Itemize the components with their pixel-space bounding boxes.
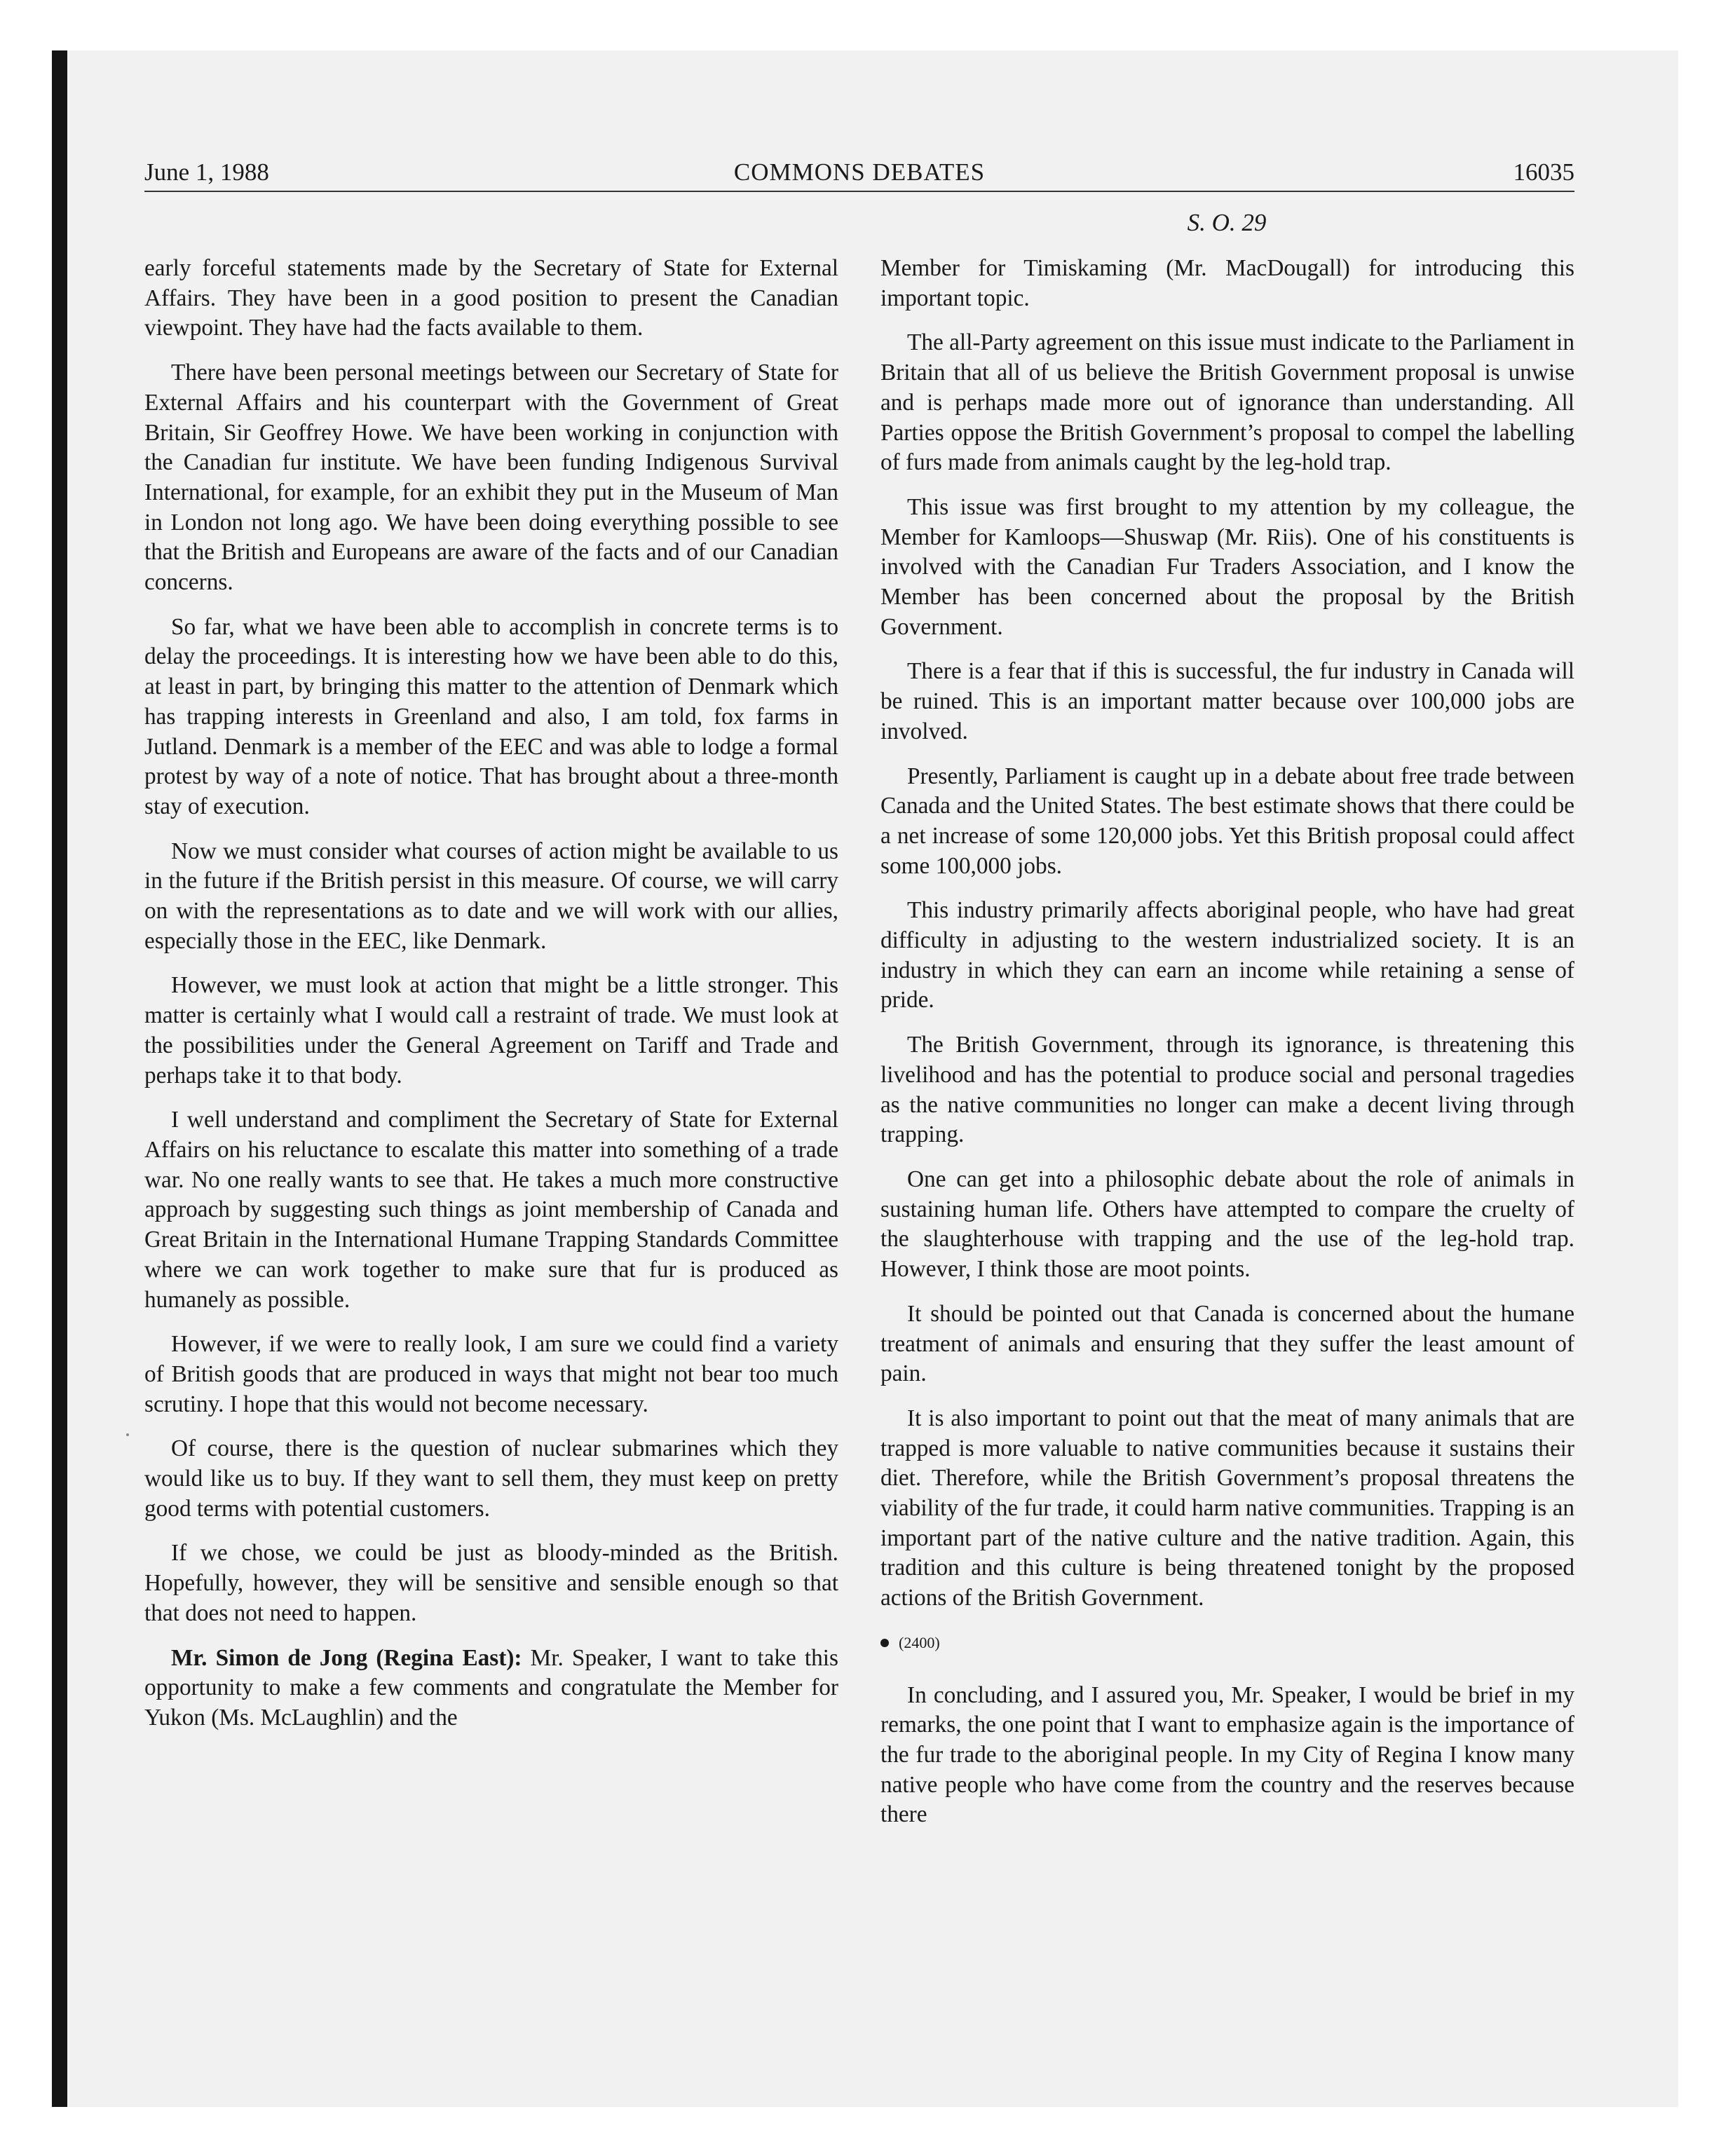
page-header [144,156,1574,192]
paragraph: However, we must look at action that might be a little stronger. This matter is certainly what I would call a restraint of trade. We must look at the possibilities under the General Agreement on Tariff and Trade and perhaps take it to that body. [144,972,838,1089]
paragraph: I well understand and compliment the Secretary of State for External Affairs on his reluctance to escalate this matter into something of a trade war. No one really wants to see that. He takes a much more constructive approach by suggesting such things as joint membership of Canada and Great Britain in the International Humane Trapping Standards Committee where we can work together to make sure that fur is produced as humanely as possible. [144,1107,838,1313]
bullet-icon [880,1639,889,1647]
header-title: COMMONS DEBATES [733,158,986,186]
paragraph: It is also important to point out that the meat of many animals that are trapped is more valuable to native communities because it sustains their diet. Therefore, while the British Government’s proposal threatens the viability of the fur trade, it could harm native communities. Trapping is an important part of the native culture and the native tradition. Again, this tradition and this culture is being threatened tonight by the proposed actions of the British Government. [880,1405,1574,1611]
paragraph: There is a fear that if this is successful, the fur industry in Canada will be ruined. This is an important matter because over 100,000 jobs are involved. [880,658,1574,744]
paragraph: However, if we were to really look, I am sure we could find a variety of British goods that are produced in ways that might not bear too much scrutiny. I hope that this would not become necessary. [144,1331,838,1417]
scan-edge [52,50,67,2107]
header-page-number: 16035 [1513,158,1574,186]
speech-text: Mr. Speaker, I want to take this opportunity to make a few comments and congratulate the Member for Yukon (Ms. McLaughlin) and the [144,1644,838,1731]
paragraph: Presently, Parliament is caught up in a debate about free trade between Canada and the United States. The best estimate shows that there could be a net increase of some 120,000 jobs. Yet this British proposal could affect some 100,000 jobs. [880,763,1574,879]
paragraph: Now we must consider what courses of action might be available to us in the future if the British persist in this measure. Of course, we will carry on with the representations as to date and we will work with our allies, especially those in the EEC, like Denmark. [144,838,838,954]
speaker-name: Mr. Simon de Jong (Regina East): [171,1644,522,1671]
speech-paragraph [144,1644,838,1733]
paragraph: The all-Party agreement on this issue must indicate to the Parliament in Britain that all of us believe the British Government proposal is unwise and is perhaps made more out of ignorance than understanding. All Parties oppose the British Government’s proposal to compel the labelling of furs made from animals caught by the leg-hold trap. [880,329,1574,476]
section-mark: S. O. 29 [1187,209,1267,236]
paragraph: In concluding, and I assured you, Mr. Speaker, I would be brief in my remarks, the one point that I want to emphasize again is the importance of the fur trade to the aboriginal people. In my City of Regina I know many native people who have come from the country and the reserves because there [880,1681,1574,1828]
paragraph: This issue was first brought to my attention by my colleague, the Member for Kamloops—Shuswap (Mr. Riis). One of his constituents is involved with the Canadian Fur Traders Association, and I know the Member has been concerned about the proposal by the British Government. [880,493,1574,640]
header-date: June 1, 1988 [144,158,269,186]
paragraph: early forceful statements made by the Secretary of State for External Affairs. They have been in a good position to present the Canadian viewpoint. They have had the facts available to them. [144,255,838,341]
paragraph: There have been personal meetings between our Secretary of State for External Affairs and his counterpart with the Government of Great Britain, Sir Geoffrey Howe. We have been working in conjunction with the Canadian fur institute. We have been funding Indigenous Survival International, for example, for an exhibit they put in the Museum of Man in London not long ago. We have been doing everything possible to see that the British and Europeans are aware of the facts and of our Canadian concerns. [144,360,838,596]
paragraph: The British Government, through its ignorance, is threatening this livelihood and has the potential to produce social and personal tragedies as the native communities no longer can make a decent living through trapping. [880,1032,1574,1148]
paragraph: Of course, there is the question of nuclear submarines which they would like us to buy. If they want to sell them, they must keep on pretty good terms with potential customers. [144,1435,838,1522]
left-column [144,254,838,1748]
time-marker-text: (2400) [899,1633,940,1651]
paragraph: Member for Timiskaming (Mr. MacDougall) for introducing this important topic. [880,255,1574,311]
paragraph: If we chose, we could be just as bloody-minded as the British. Hopefully, however, they will be sensitive and sensible enough so that that does not need to happen. [144,1540,838,1626]
paragraph: So far, what we have been able to accomplish in concrete terms is to delay the proceedings. It is interesting how we have been able to do this, at least in part, by bringing this matter to the attention of Denmark which has trapping interests in Greenland and also, I am told, fox farms in Jutland. Denmark is a member of the EEC and was able to lodge a formal protest by way of a note of notice. That has brought about a three-month stay of execution. [144,613,838,819]
paragraph: One can get into a philosophic debate about the role of animals in sustaining human life. Others have attempted to compare the cruelty of the slaughterhouse with trapping and the use of the leg-hold trap. However, I think those are moot points. [880,1166,1574,1283]
paragraph: This industry primarily affects aboriginal people, who have had great difficulty in adjusting to the western industrialized society. It is an industry in which they can earn an income while retaining a sense of pride. [880,897,1574,1014]
right-column [880,254,1574,1845]
time-marker [880,1628,1574,1658]
paragraph: It should be pointed out that Canada is concerned about the humane treatment of animals and ensuring that they suffer the least amount of pain. [880,1300,1574,1387]
scan-speck [126,1433,129,1436]
